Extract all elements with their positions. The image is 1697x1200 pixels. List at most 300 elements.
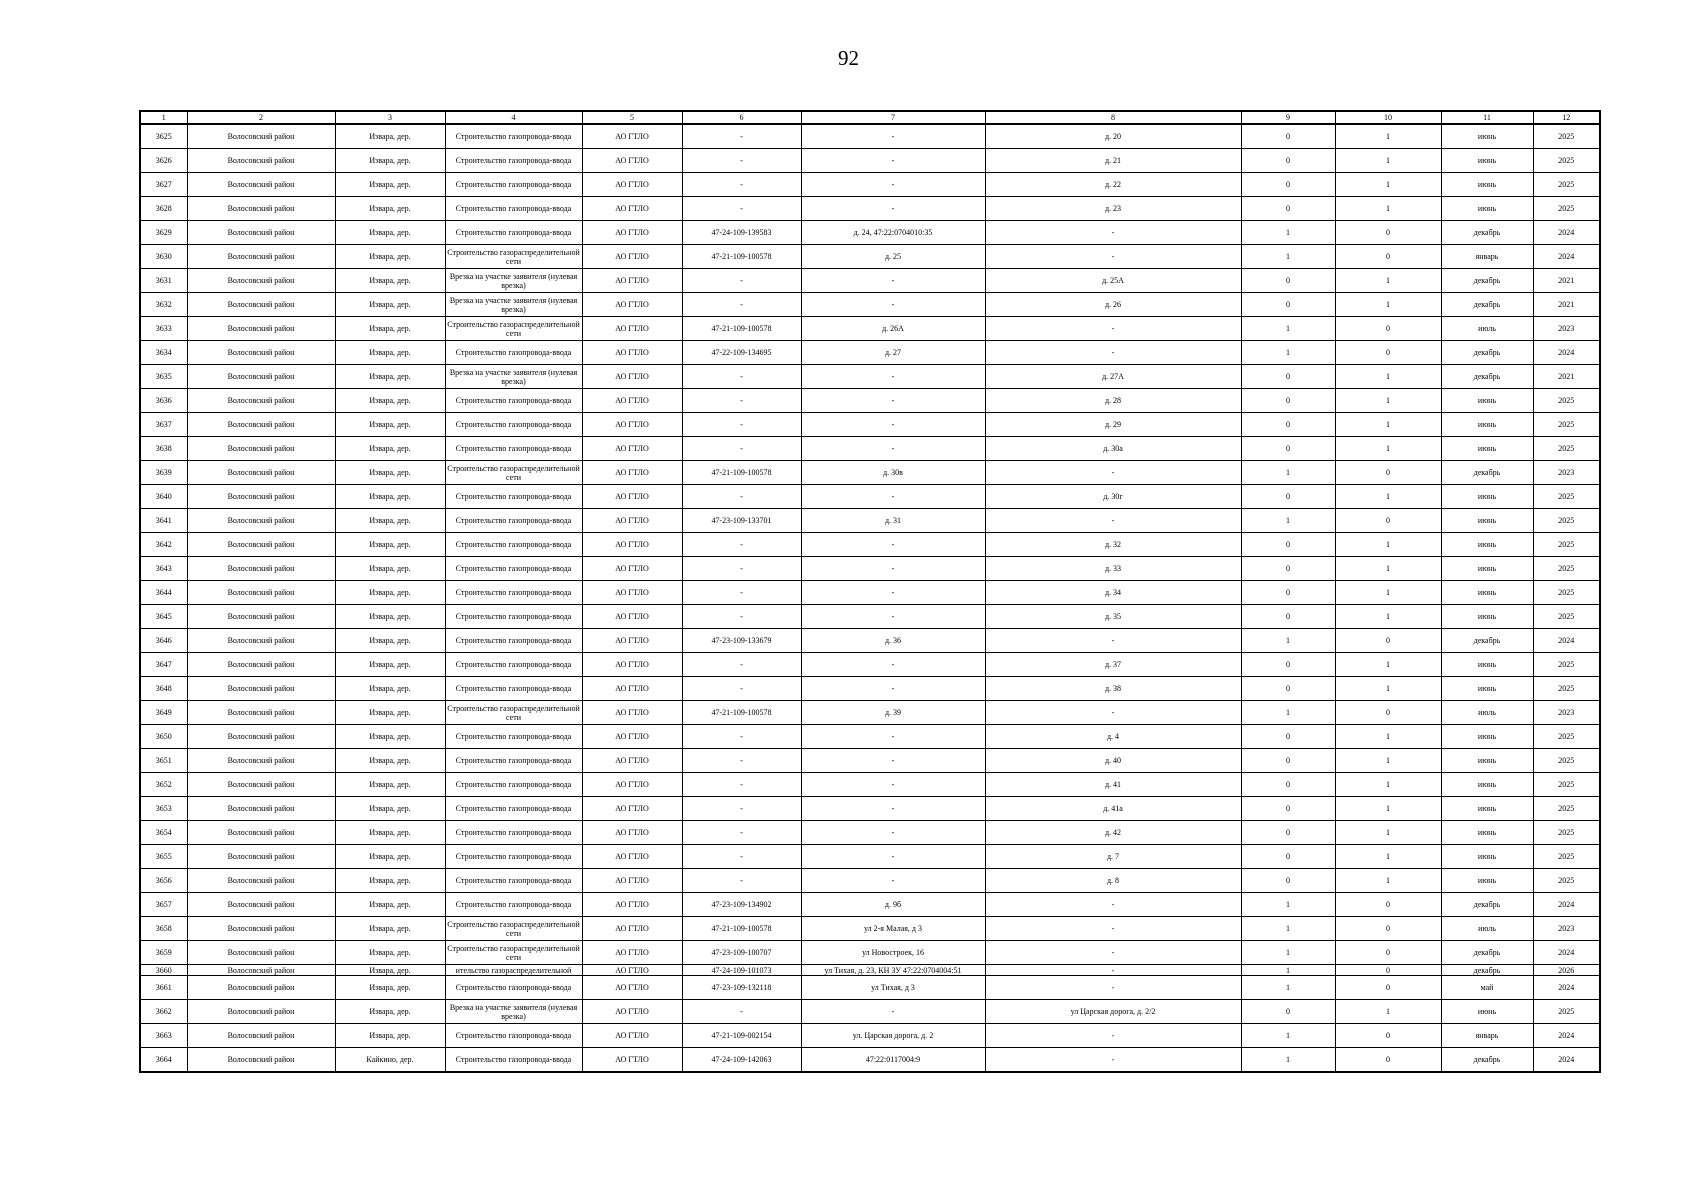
table-cell-col-10: 1	[1335, 365, 1441, 389]
table-cell-col-6: 47-24-109-139583	[682, 221, 801, 245]
table-cell-col-6: 47-21-109-100578	[682, 317, 801, 341]
table-cell-col-3: Извара, дер.	[335, 557, 445, 581]
table-cell-col-8: д. 21	[985, 149, 1241, 173]
table-cell-col-11: июнь	[1441, 197, 1533, 221]
table-cell-col-5: АО ГТЛО	[582, 1048, 682, 1073]
table-cell-col-10: 1	[1335, 437, 1441, 461]
table-cell-col-3: Извара, дер.	[335, 1024, 445, 1048]
table-cell-col-2: Волосовский район	[187, 869, 335, 893]
table-cell-col-5: АО ГТЛО	[582, 413, 682, 437]
table-cell-col-6: -	[682, 1000, 801, 1024]
table-cell-col-5: АО ГТЛО	[582, 917, 682, 941]
table-cell-col-6: -	[682, 389, 801, 413]
table-cell-col-4: Строительство газопровода-ввода	[445, 173, 582, 197]
table-cell-col-12: 2025	[1533, 797, 1600, 821]
column-header: 2	[187, 111, 335, 124]
table-cell-col-7: -	[801, 869, 985, 893]
table-cell-col-4: Строительство газопровода-ввода	[445, 437, 582, 461]
table-cell-col-11: июнь	[1441, 653, 1533, 677]
table-cell-col-11: июнь	[1441, 533, 1533, 557]
table-cell-col-9: 0	[1241, 677, 1335, 701]
column-header: 10	[1335, 111, 1441, 124]
table-cell-col-2: Волосовский район	[187, 749, 335, 773]
table-cell-col-9: 0	[1241, 389, 1335, 413]
table-cell-col-12: 2024	[1533, 893, 1600, 917]
table-cell-col-8: -	[985, 893, 1241, 917]
table-cell-col-9: 1	[1241, 341, 1335, 365]
table-cell-col-3: Извара, дер.	[335, 533, 445, 557]
table-row	[140, 221, 1600, 245]
table-row	[140, 173, 1600, 197]
table-cell-col-3: Кайкино, дер.	[335, 1048, 445, 1073]
table-cell-col-8: д. 27А	[985, 365, 1241, 389]
table-cell-col-2: Волосовский район	[187, 701, 335, 725]
table-cell-col-9: 0	[1241, 533, 1335, 557]
table-cell-col-3: Извара, дер.	[335, 869, 445, 893]
table-cell-col-5: АО ГТЛО	[582, 533, 682, 557]
table-cell-col-5: АО ГТЛО	[582, 749, 682, 773]
table-cell-col-7: -	[801, 293, 985, 317]
table-cell-col-10: 1	[1335, 389, 1441, 413]
table-row	[140, 941, 1600, 965]
table-cell-col-2: Волосовский район	[187, 557, 335, 581]
table-cell-col-10: 1	[1335, 749, 1441, 773]
table-cell-col-9: 0	[1241, 821, 1335, 845]
table-cell-col-9: 0	[1241, 149, 1335, 173]
table-cell-col-6: -	[682, 533, 801, 557]
table-cell-col-6: 47-24-109-101073	[682, 965, 801, 976]
table-cell-col-1: 3654	[140, 821, 187, 845]
table-cell-col-4: Строительство газопровода-ввода	[445, 869, 582, 893]
table-row	[140, 533, 1600, 557]
table-cell-col-7: -	[801, 437, 985, 461]
table-cell-col-8: -	[985, 701, 1241, 725]
table-cell-col-8: ул Царская дорога, д. 2/2	[985, 1000, 1241, 1024]
column-header: 4	[445, 111, 582, 124]
table-cell-col-5: АО ГТЛО	[582, 845, 682, 869]
table-cell-col-9: 0	[1241, 749, 1335, 773]
table-cell-col-4: Строительство газопровода-ввода	[445, 485, 582, 509]
table-cell-col-11: декабрь	[1441, 893, 1533, 917]
table-row	[140, 976, 1600, 1000]
table-cell-col-1: 3630	[140, 245, 187, 269]
table-cell-col-9: 0	[1241, 773, 1335, 797]
column-header: 7	[801, 111, 985, 124]
table-cell-col-3: Извара, дер.	[335, 245, 445, 269]
table-row	[140, 1000, 1600, 1024]
table-cell-col-10: 0	[1335, 1048, 1441, 1073]
table-cell-col-9: 0	[1241, 725, 1335, 749]
table-cell-col-5: АО ГТЛО	[582, 509, 682, 533]
table-cell-col-11: июнь	[1441, 677, 1533, 701]
table-cell-col-9: 1	[1241, 1048, 1335, 1073]
table-cell-col-9: 1	[1241, 221, 1335, 245]
table-cell-col-6: -	[682, 437, 801, 461]
table-row	[140, 557, 1600, 581]
table-cell-col-9: 0	[1241, 413, 1335, 437]
table-cell-col-5: АО ГТЛО	[582, 365, 682, 389]
table-cell-col-3: Извара, дер.	[335, 509, 445, 533]
table-cell-col-8: д. 8	[985, 869, 1241, 893]
table-cell-col-3: Извара, дер.	[335, 653, 445, 677]
table-cell-col-1: 3645	[140, 605, 187, 629]
table-cell-col-4: Строительство газопровода-ввода	[445, 124, 582, 149]
table-cell-col-2: Волосовский район	[187, 341, 335, 365]
table-cell-col-12: 2025	[1533, 845, 1600, 869]
table-cell-col-1: 3664	[140, 1048, 187, 1073]
table-cell-col-2: Волосовский район	[187, 653, 335, 677]
column-header: 1	[140, 111, 187, 124]
table-cell-col-3: Извара, дер.	[335, 413, 445, 437]
table-cell-col-7: д. 36	[801, 629, 985, 653]
table-cell-col-6: 47-24-109-142063	[682, 1048, 801, 1073]
table-cell-col-7: -	[801, 773, 985, 797]
table-cell-col-4: Врезка на участке заявителя (нулевая врезка)	[445, 269, 582, 293]
table-row	[140, 845, 1600, 869]
table-cell-col-11: июнь	[1441, 437, 1533, 461]
table-cell-col-4: Строительство газораспределительной сети	[445, 917, 582, 941]
table-cell-col-7: -	[801, 821, 985, 845]
table-cell-col-6: 47-23-109-133701	[682, 509, 801, 533]
table-cell-col-2: Волосовский район	[187, 413, 335, 437]
table-cell-col-7: д. 9б	[801, 893, 985, 917]
table-cell-col-1: 3642	[140, 533, 187, 557]
table-cell-col-6: 47-23-109-133679	[682, 629, 801, 653]
table-cell-col-2: Волосовский район	[187, 845, 335, 869]
table-cell-col-5: АО ГТЛО	[582, 797, 682, 821]
table-cell-col-2: Волосовский район	[187, 149, 335, 173]
table-cell-col-9: 1	[1241, 461, 1335, 485]
table-cell-col-11: декабрь	[1441, 965, 1533, 976]
table-cell-col-4: Строительство газопровода-ввода	[445, 581, 582, 605]
table-cell-col-12: 2025	[1533, 197, 1600, 221]
table-cell-col-6: 47-21-109-100578	[682, 701, 801, 725]
table-cell-col-6: -	[682, 293, 801, 317]
table-row	[140, 701, 1600, 725]
table-cell-col-5: АО ГТЛО	[582, 941, 682, 965]
table-cell-col-4: Строительство газопровода-ввода	[445, 893, 582, 917]
table-cell-col-11: январь	[1441, 1024, 1533, 1048]
table-cell-col-11: декабрь	[1441, 941, 1533, 965]
table-cell-col-2: Волосовский район	[187, 533, 335, 557]
table-cell-col-11: июнь	[1441, 773, 1533, 797]
table-row	[140, 725, 1600, 749]
table-row	[140, 965, 1600, 976]
table-cell-col-11: декабрь	[1441, 1048, 1533, 1073]
table-cell-col-12: 2025	[1533, 605, 1600, 629]
table-cell-col-10: 1	[1335, 197, 1441, 221]
table-cell-col-12: 2025	[1533, 653, 1600, 677]
table-row	[140, 509, 1600, 533]
table-cell-col-10: 0	[1335, 509, 1441, 533]
table-cell-col-8: д. 41а	[985, 797, 1241, 821]
table-cell-col-6: -	[682, 605, 801, 629]
table-cell-col-1: 3649	[140, 701, 187, 725]
table-cell-col-11: июнь	[1441, 797, 1533, 821]
table-cell-col-9: 1	[1241, 941, 1335, 965]
table-cell-col-4: Врезка на участке заявителя (нулевая врезка)	[445, 1000, 582, 1024]
table-cell-col-6: -	[682, 413, 801, 437]
column-header: 12	[1533, 111, 1600, 124]
table-cell-col-4: Строительство газопровода-ввода	[445, 797, 582, 821]
table-cell-col-12: 2023	[1533, 317, 1600, 341]
table-cell-col-4: Строительство газопровода-ввода	[445, 821, 582, 845]
table-cell-col-9: 0	[1241, 437, 1335, 461]
table-cell-col-1: 3651	[140, 749, 187, 773]
table-cell-col-3: Извара, дер.	[335, 893, 445, 917]
table-cell-col-7: -	[801, 389, 985, 413]
table-cell-col-11: июнь	[1441, 749, 1533, 773]
table-cell-col-1: 3657	[140, 893, 187, 917]
table-cell-col-1: 3648	[140, 677, 187, 701]
table-cell-col-8: д. 42	[985, 821, 1241, 845]
table-cell-col-6: -	[682, 677, 801, 701]
table-cell-col-10: 1	[1335, 485, 1441, 509]
table-cell-col-4: Строительство газопровода-ввода	[445, 677, 582, 701]
table-cell-col-7: -	[801, 797, 985, 821]
table-cell-col-6: -	[682, 869, 801, 893]
table-cell-col-4: Строительство газораспределительной сети	[445, 317, 582, 341]
table-cell-col-5: АО ГТЛО	[582, 725, 682, 749]
table-cell-col-12: 2025	[1533, 869, 1600, 893]
table-cell-col-10: 0	[1335, 701, 1441, 725]
table-cell-col-5: АО ГТЛО	[582, 341, 682, 365]
table-cell-col-3: Извара, дер.	[335, 173, 445, 197]
table-cell-col-10: 1	[1335, 413, 1441, 437]
table-cell-col-7: -	[801, 149, 985, 173]
table-cell-col-4: Строительство газопровода-ввода	[445, 845, 582, 869]
table-cell-col-8: д. 34	[985, 581, 1241, 605]
table-cell-col-1: 3638	[140, 437, 187, 461]
table-cell-col-1: 3626	[140, 149, 187, 173]
table-cell-col-5: АО ГТЛО	[582, 389, 682, 413]
table-row	[140, 317, 1600, 341]
table-cell-col-5: АО ГТЛО	[582, 605, 682, 629]
table-cell-col-10: 0	[1335, 629, 1441, 653]
table-cell-col-10: 0	[1335, 965, 1441, 976]
table-cell-col-4: Строительство газопровода-ввода	[445, 1024, 582, 1048]
table-cell-col-6: -	[682, 653, 801, 677]
table-cell-col-10: 1	[1335, 821, 1441, 845]
table-cell-col-2: Волосовский район	[187, 917, 335, 941]
table-cell-col-4: Строительство газораспределительной сети	[445, 461, 582, 485]
table-cell-col-7: -	[801, 485, 985, 509]
table-cell-col-6: -	[682, 581, 801, 605]
table-cell-col-11: июнь	[1441, 485, 1533, 509]
table-cell-col-12: 2025	[1533, 725, 1600, 749]
table-cell-col-6: 47-21-109-100578	[682, 461, 801, 485]
table-row	[140, 773, 1600, 797]
table-cell-col-1: 3647	[140, 653, 187, 677]
table-cell-col-2: Волосовский район	[187, 269, 335, 293]
table-cell-col-10: 1	[1335, 533, 1441, 557]
table-cell-col-1: 3659	[140, 941, 187, 965]
table-cell-col-1: 3632	[140, 293, 187, 317]
table-cell-col-7: -	[801, 605, 985, 629]
table-cell-col-12: 2025	[1533, 509, 1600, 533]
table-cell-col-4: ительство газораспределительной	[445, 965, 582, 976]
table-cell-col-7: -	[801, 845, 985, 869]
table-cell-col-2: Волосовский район	[187, 293, 335, 317]
table-cell-col-9: 0	[1241, 269, 1335, 293]
table-cell-col-10: 1	[1335, 149, 1441, 173]
table-cell-col-1: 3625	[140, 124, 187, 149]
table-cell-col-11: июль	[1441, 701, 1533, 725]
table-cell-col-3: Извара, дер.	[335, 821, 445, 845]
table-cell-col-11: май	[1441, 976, 1533, 1000]
table-cell-col-4: Строительство газопровода-ввода	[445, 1048, 582, 1073]
table-cell-col-12: 2025	[1533, 749, 1600, 773]
table-row	[140, 749, 1600, 773]
table-cell-col-11: декабрь	[1441, 221, 1533, 245]
table-cell-col-12: 2026	[1533, 965, 1600, 976]
table-cell-col-9: 0	[1241, 653, 1335, 677]
table-cell-col-3: Извара, дер.	[335, 149, 445, 173]
table-cell-col-8: -	[985, 461, 1241, 485]
table-cell-col-10: 1	[1335, 797, 1441, 821]
table-cell-col-10: 1	[1335, 293, 1441, 317]
table-cell-col-3: Извара, дер.	[335, 124, 445, 149]
table-cell-col-10: 1	[1335, 124, 1441, 149]
table-cell-col-10: 0	[1335, 1024, 1441, 1048]
table-cell-col-5: АО ГТЛО	[582, 976, 682, 1000]
table-cell-col-8: д. 37	[985, 653, 1241, 677]
table-cell-col-1: 3629	[140, 221, 187, 245]
table-cell-col-11: декабрь	[1441, 341, 1533, 365]
table-cell-col-3: Извара, дер.	[335, 605, 445, 629]
table-cell-col-8: -	[985, 221, 1241, 245]
table-cell-col-1: 3663	[140, 1024, 187, 1048]
table-cell-col-6: -	[682, 149, 801, 173]
table-cell-col-1: 3631	[140, 269, 187, 293]
table-row	[140, 437, 1600, 461]
table-cell-col-5: АО ГТЛО	[582, 149, 682, 173]
table-cell-col-6: -	[682, 485, 801, 509]
table-cell-col-8: -	[985, 941, 1241, 965]
table-cell-col-9: 0	[1241, 197, 1335, 221]
table-cell-col-2: Волосовский район	[187, 1048, 335, 1073]
table-cell-col-12: 2025	[1533, 821, 1600, 845]
table-cell-col-9: 0	[1241, 365, 1335, 389]
table-cell-col-10: 0	[1335, 893, 1441, 917]
table-cell-col-7: 47:22:0117004:9	[801, 1048, 985, 1073]
table-cell-col-8: -	[985, 1048, 1241, 1073]
table-row	[140, 461, 1600, 485]
column-header: 6	[682, 111, 801, 124]
table-cell-col-3: Извара, дер.	[335, 437, 445, 461]
table-cell-col-10: 1	[1335, 605, 1441, 629]
table-cell-col-6: -	[682, 773, 801, 797]
table-cell-col-12: 2024	[1533, 221, 1600, 245]
table-cell-col-10: 0	[1335, 976, 1441, 1000]
table-cell-col-1: 3661	[140, 976, 187, 1000]
table-cell-col-4: Строительство газопровода-ввода	[445, 149, 582, 173]
table-cell-col-10: 1	[1335, 773, 1441, 797]
table-cell-col-4: Врезка на участке заявителя (нулевая врезка)	[445, 293, 582, 317]
table-cell-col-9: 1	[1241, 629, 1335, 653]
table-cell-col-4: Строительство газопровода-ввода	[445, 509, 582, 533]
table-cell-col-9: 0	[1241, 797, 1335, 821]
table-cell-col-11: июнь	[1441, 413, 1533, 437]
table-cell-col-7: ул Тихая, д 3	[801, 976, 985, 1000]
table-cell-col-12: 2025	[1533, 677, 1600, 701]
table-row	[140, 485, 1600, 509]
table-cell-col-6: -	[682, 845, 801, 869]
table-cell-col-6: 47-21-109-100578	[682, 917, 801, 941]
table-cell-col-5: АО ГТЛО	[582, 701, 682, 725]
table-cell-col-4: Строительство газопровода-ввода	[445, 341, 582, 365]
table-cell-col-5: АО ГТЛО	[582, 1000, 682, 1024]
table-cell-col-7: д. 26А	[801, 317, 985, 341]
table-cell-col-8: д. 30г	[985, 485, 1241, 509]
table-cell-col-11: июнь	[1441, 581, 1533, 605]
table-cell-col-1: 3650	[140, 725, 187, 749]
table-cell-col-8: -	[985, 917, 1241, 941]
table-cell-col-10: 0	[1335, 917, 1441, 941]
table-cell-col-9: 1	[1241, 965, 1335, 976]
table-cell-col-5: АО ГТЛО	[582, 629, 682, 653]
table-cell-col-1: 3635	[140, 365, 187, 389]
table-cell-col-10: 0	[1335, 461, 1441, 485]
table-cell-col-2: Волосовский район	[187, 581, 335, 605]
table-cell-col-11: июнь	[1441, 869, 1533, 893]
table-cell-col-11: декабрь	[1441, 629, 1533, 653]
table-cell-col-7: -	[801, 269, 985, 293]
table-cell-col-9: 1	[1241, 245, 1335, 269]
table-cell-col-6: -	[682, 557, 801, 581]
table-cell-col-9: 1	[1241, 1024, 1335, 1048]
table-cell-col-5: АО ГТЛО	[582, 221, 682, 245]
table-cell-col-11: июнь	[1441, 509, 1533, 533]
table-cell-col-5: АО ГТЛО	[582, 461, 682, 485]
table-row	[140, 1024, 1600, 1048]
table-row	[140, 293, 1600, 317]
table-cell-col-12: 2021	[1533, 269, 1600, 293]
table-cell-col-5: АО ГТЛО	[582, 821, 682, 845]
table-cell-col-10: 1	[1335, 845, 1441, 869]
table-cell-col-11: январь	[1441, 245, 1533, 269]
table-cell-col-3: Извара, дер.	[335, 293, 445, 317]
table-cell-col-11: июнь	[1441, 845, 1533, 869]
table-cell-col-6: 47-23-109-132118	[682, 976, 801, 1000]
table-cell-col-3: Извара, дер.	[335, 749, 445, 773]
table-row	[140, 653, 1600, 677]
table-cell-col-6: -	[682, 365, 801, 389]
table-cell-col-8: д. 41	[985, 773, 1241, 797]
table-cell-col-6: 47-23-109-100707	[682, 941, 801, 965]
table-cell-col-9: 1	[1241, 701, 1335, 725]
table-cell-col-12: 2025	[1533, 413, 1600, 437]
table-cell-col-5: АО ГТЛО	[582, 773, 682, 797]
table-cell-col-12: 2025	[1533, 773, 1600, 797]
table-row	[140, 197, 1600, 221]
table-cell-col-7: -	[801, 413, 985, 437]
table-cell-col-10: 0	[1335, 317, 1441, 341]
table-cell-col-11: июнь	[1441, 1000, 1533, 1024]
table-row	[140, 245, 1600, 269]
table-cell-col-8: д. 33	[985, 557, 1241, 581]
table-row	[140, 869, 1600, 893]
table-cell-col-8: д. 20	[985, 124, 1241, 149]
table-cell-col-10: 1	[1335, 653, 1441, 677]
table-row	[140, 124, 1600, 149]
table-cell-col-8: д. 40	[985, 749, 1241, 773]
table-cell-col-2: Волосовский район	[187, 893, 335, 917]
table-cell-col-6: -	[682, 197, 801, 221]
table-cell-col-2: Волосовский район	[187, 124, 335, 149]
table-cell-col-8: д. 25А	[985, 269, 1241, 293]
table-cell-col-3: Извара, дер.	[335, 797, 445, 821]
